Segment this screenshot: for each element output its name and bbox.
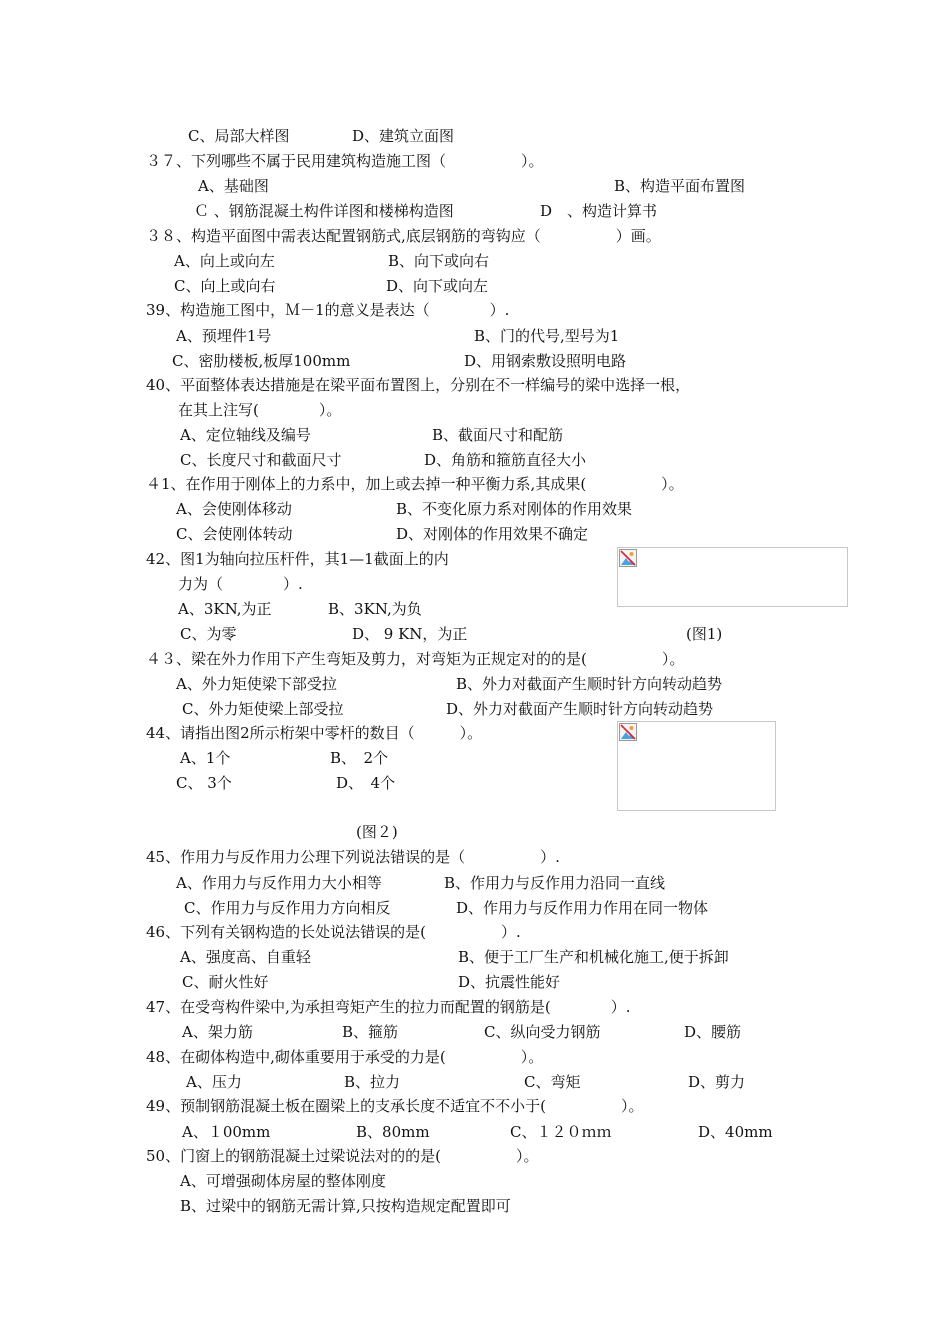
q47-option-d: D、腰筋	[684, 1023, 742, 1041]
q46-option-c: C、耐火性好	[182, 973, 269, 991]
q42-option-a: A、3KN,为正	[178, 600, 272, 618]
q41-option-b: B、不变化原力系对刚体的作用效果	[396, 500, 633, 518]
q40-option-c: C、长度尺寸和截面尺寸	[180, 451, 342, 469]
q43-option-c: C、外力矩使梁上部受拉	[182, 700, 344, 718]
q43-option-d: D、外力对截面产生顺时针方向转动趋势	[446, 700, 714, 718]
q42-option-b: B、3KN,为负	[328, 600, 422, 618]
question-43: ４３、梁在外力作用下产生弯矩及剪力，对弯矩为正规定对的的是( ）。	[146, 650, 685, 668]
question-39: 39、构造施工图中，Ｍ－1的意义是表达（ ）.	[146, 301, 510, 319]
q50-option-a: A、可增强砌体房屋的整体刚度	[180, 1172, 386, 1190]
question-50: 50、门窗上的钢筋混凝土过梁说法对的的是( ）。	[146, 1147, 539, 1165]
q38-option-c: C、向上或向右	[174, 277, 276, 295]
q48-option-d: D、剪力	[688, 1073, 746, 1091]
figure-1-caption: (图1)	[686, 625, 723, 643]
question-40: 40、平面整体表达措施是在梁平面布置图上，分别在不一样编号的梁中选择一根，	[146, 376, 691, 394]
broken-image-icon	[619, 549, 637, 567]
question-47: 47、在受弯构件梁中,为承担弯矩产生的拉力而配置的钢筋是( ）.	[146, 998, 631, 1016]
q38-option-a: A、向上或向左	[174, 252, 275, 270]
q45-option-d: D、作用力与反作用力作用在同一物体	[456, 899, 709, 917]
question-48: 48、在砌体构造中,砌体重要用于承受的力是( ）。	[146, 1048, 544, 1066]
q49-option-d: D、40mm	[698, 1123, 773, 1141]
q40-option-d: D、角筋和箍筋直径大小	[424, 451, 587, 469]
q37-option-c: Ｃ 、钢筋混凝土构件详图和楼梯构造图	[194, 202, 454, 220]
q44-option-a: A、1个	[180, 749, 231, 767]
figure-2-image	[617, 721, 776, 811]
figure-2-caption: (图２)	[356, 823, 398, 841]
question-37: ３７、下列哪些不属于民用建筑构造施工图（ ）。	[146, 152, 544, 170]
q37-option-a: A、基础图	[198, 177, 269, 195]
q46-option-d: D、抗震性能好	[458, 973, 561, 991]
q39-option-c: C、密肋楼板,板厚100mm	[172, 352, 351, 370]
q46-option-a: A、强度高、自重轻	[180, 948, 311, 966]
q43-option-b: B、外力对截面产生顺时针方向转动趋势	[456, 675, 723, 693]
q44-option-b: B、 2个	[330, 749, 389, 767]
q43-option-a: A、外力矩使梁下部受拉	[176, 675, 337, 693]
question-42: 42、图1为轴向拉压杆件，其1—1截面上的内	[146, 550, 449, 568]
q41-option-d: D、对刚体的作用效果不确定	[396, 525, 589, 543]
q46-option-b: B、便于工厂生产和机械化施工,便于拆卸	[458, 948, 729, 966]
question-42-continued: 力为（ ）.	[178, 575, 303, 593]
q48-option-b: B、拉力	[344, 1073, 401, 1091]
question-44: 44、请指出图2所示桁架中零杆的数目（ ）。	[146, 724, 483, 742]
q44-option-d: D、 4个	[336, 774, 396, 792]
q37-option-b: B、构造平面布置图	[614, 177, 746, 195]
q48-option-a: A、压力	[186, 1073, 242, 1091]
q45-option-c: C、作用力与反作用力方向相反	[184, 899, 391, 917]
q40-option-a: A、定位轴线及编号	[180, 426, 311, 444]
q49-option-c: C、１２０ｍｍ	[510, 1123, 612, 1141]
q42-option-d: D、 9 KN，为正	[352, 625, 468, 643]
q41-option-a: A、会使刚体移动	[176, 500, 292, 518]
q47-option-c: C、纵向受力钢筋	[484, 1023, 601, 1041]
question-46: 46、下列有关钢构造的长处说法错误的是( ）.	[146, 923, 521, 941]
q38-option-b: B、向下或向右	[388, 252, 490, 270]
q45-option-b: B、作用力与反作用力沿同一直线	[444, 874, 666, 892]
broken-image-icon	[619, 723, 637, 741]
q39-option-b: B、门的代号,型号为1	[474, 327, 620, 345]
figure-1-image	[617, 547, 848, 607]
q37-option-d: D 、构造计算书	[540, 202, 658, 220]
q47-option-a: A、架力筋	[182, 1023, 253, 1041]
q41-option-c: C、会使刚体转动	[176, 525, 293, 543]
q45-option-a: A、作用力与反作用力大小相等	[176, 874, 382, 892]
question-38: ３８、构造平面图中需表达配置钢筋式,底层钢筋的弯钩应（ ）画。	[146, 227, 661, 245]
q39-option-a: A、预埋件1号	[176, 327, 272, 345]
q49-option-a: A、１00mm	[182, 1123, 271, 1141]
q36-option-d: D、建筑立面图	[352, 127, 455, 145]
question-40-continued: 在其上注写( ）。	[178, 401, 342, 419]
question-49: 49、预制钢筋混凝土板在圈梁上的支承长度不适宜不不小于( ）。	[146, 1097, 644, 1115]
q50-option-b: B、过梁中的钢筋无需计算,只按构造规定配置即可	[180, 1197, 511, 1215]
q36-option-c: C、局部大样图	[188, 127, 290, 145]
question-41: ４1、在作用于刚体上的力系中，加上或去掉一种平衡力系,其成果( ）。	[146, 475, 684, 493]
q42-option-c: C、为零	[180, 625, 237, 643]
q49-option-b: B、80mm	[356, 1123, 430, 1141]
q44-option-c: C、 3个	[176, 774, 232, 792]
q47-option-b: B、箍筋	[342, 1023, 399, 1041]
q39-option-d: D、用钢索敷设照明电路	[464, 352, 627, 370]
q38-option-d: D、向下或向左	[386, 277, 489, 295]
question-45: 45、作用力与反作用力公理下列说法错误的是（ ）.	[146, 848, 560, 866]
q40-option-b: B、截面尺寸和配筋	[432, 426, 564, 444]
q48-option-c: C、弯矩	[524, 1073, 581, 1091]
